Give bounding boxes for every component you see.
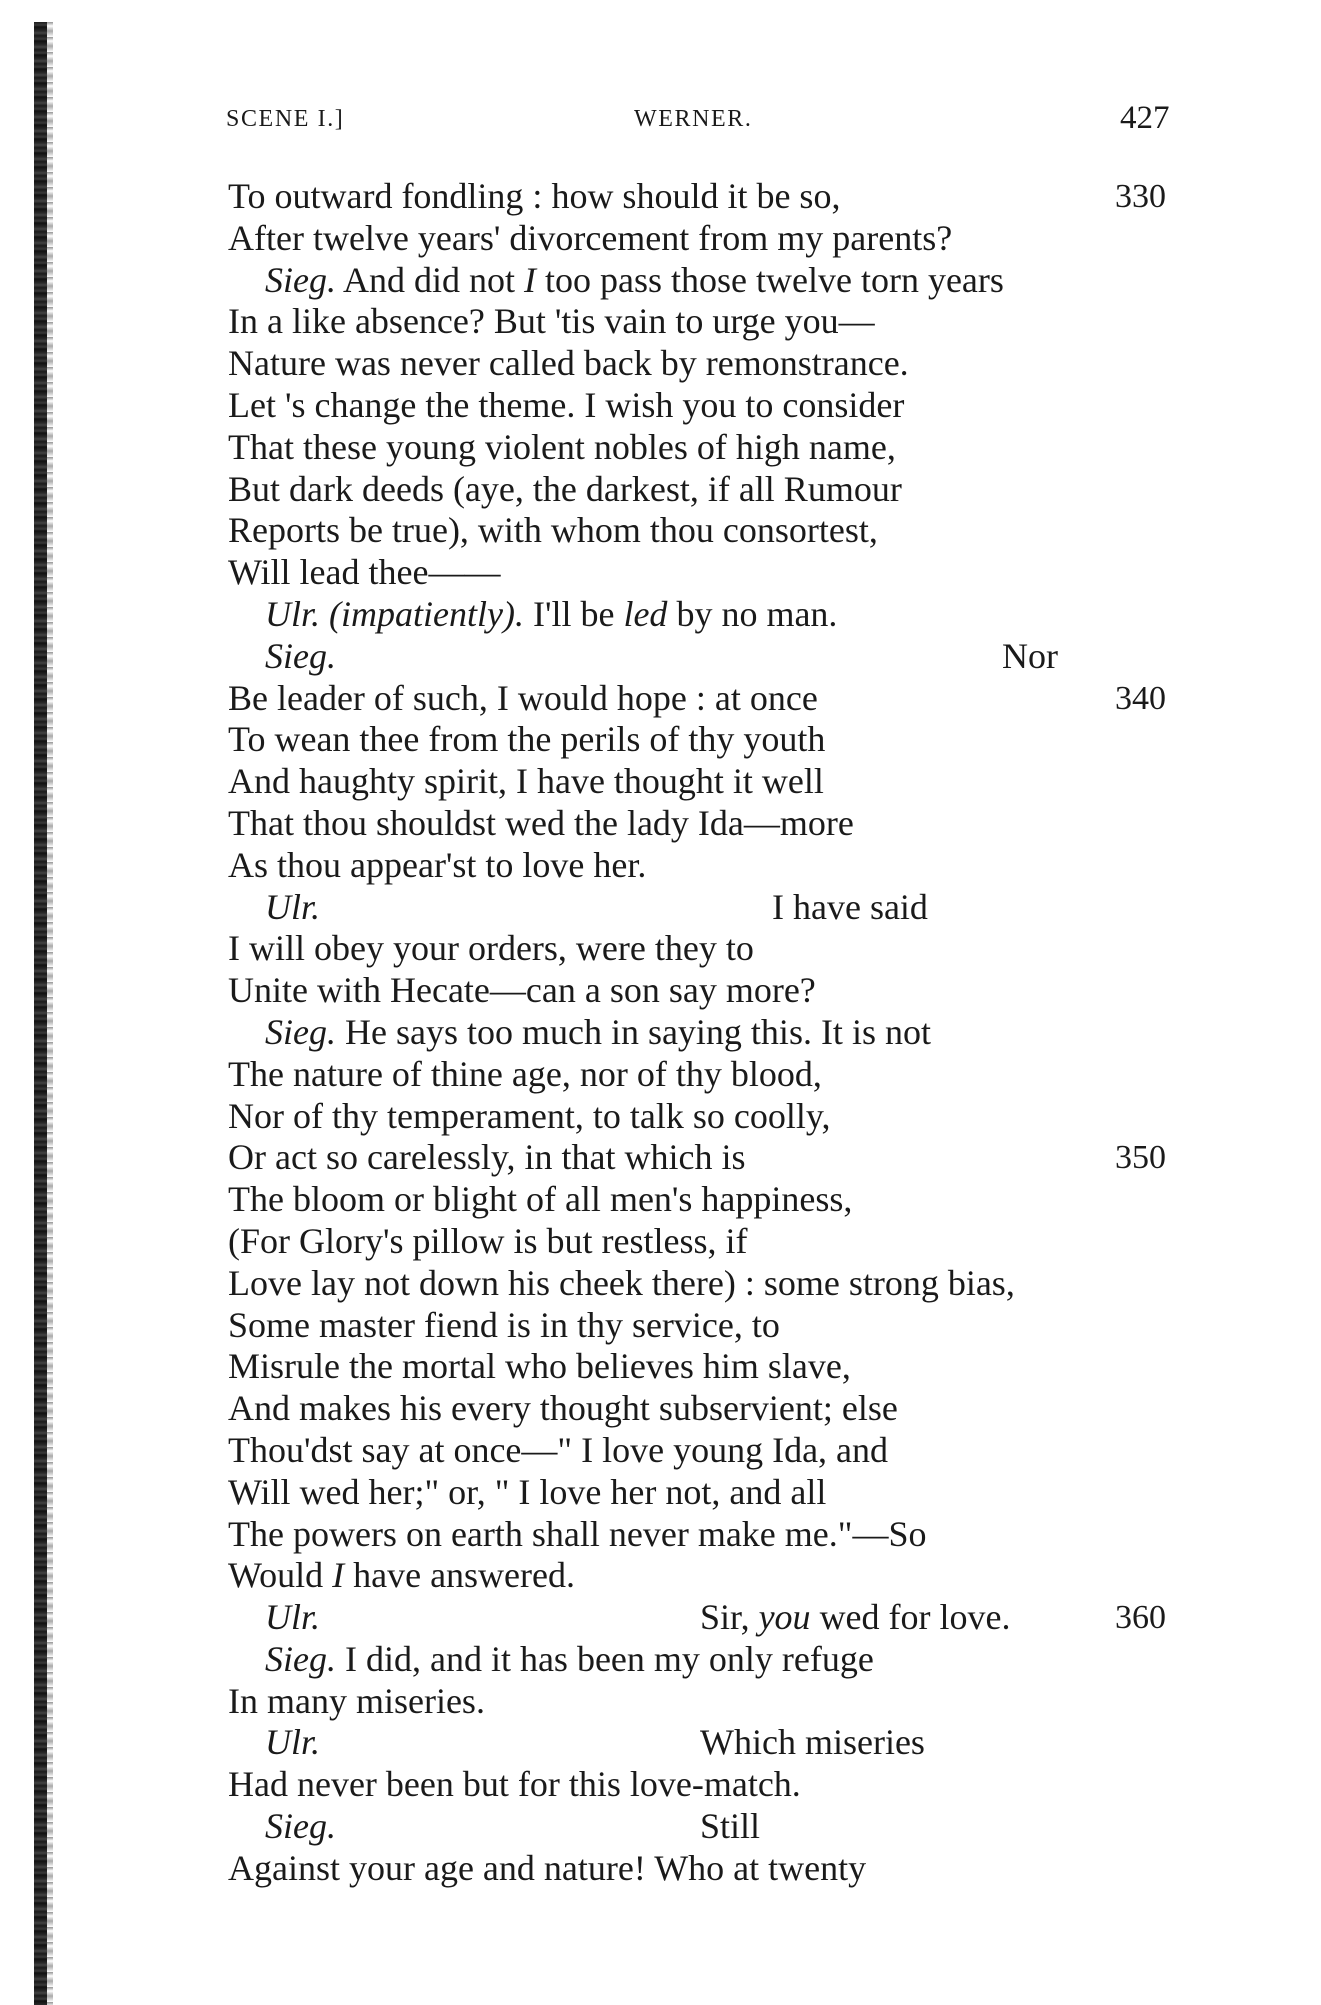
- line-text: Still: [700, 1806, 761, 1847]
- line-text: Misrule the mortal who believes him slave,: [228, 1346, 851, 1387]
- verse-line: [0, 1722, 1321, 1764]
- verse-line: [0, 928, 1321, 970]
- split-line-text: [700, 1722, 925, 1764]
- verse-line-text: [265, 1806, 336, 1848]
- line-text: The nature of thine age, nor of thy blood,: [228, 1053, 822, 1094]
- verse-line: [0, 1681, 1321, 1723]
- line-text: I will obey your orders, were they to: [228, 928, 754, 969]
- speaker-name: Sieg.: [265, 635, 336, 676]
- line-text: That these young violent nobles of high name,: [228, 426, 896, 467]
- verse-line-text: [228, 1764, 801, 1806]
- verse-line-text: [228, 803, 854, 845]
- verse-line: [0, 343, 1321, 385]
- verse-line: [0, 636, 1321, 678]
- line-text: And makes his every thought subservient; else: [228, 1388, 898, 1429]
- line-text: Thou'dst say at once—" I love young Ida, and: [228, 1429, 889, 1470]
- verse-line-text: [228, 1430, 888, 1472]
- line-text: I'll be: [532, 593, 624, 634]
- verse-line-text: [228, 719, 825, 761]
- verse-line: [0, 1555, 1321, 1597]
- verse-line: [0, 1639, 1321, 1681]
- line-text: (For Glory's pillow is but restless, if: [228, 1220, 748, 1261]
- verse-line: [0, 719, 1321, 761]
- verse-line-text: [265, 260, 1004, 302]
- verse-line: [0, 1430, 1321, 1472]
- verse-line: [0, 1472, 1321, 1514]
- verse-line-text: [265, 1597, 320, 1639]
- line-text-continued: too pass those twelve torn years: [536, 259, 1004, 300]
- verse-line: [0, 1054, 1321, 1096]
- line-text: Had never been but for this love-match.: [228, 1764, 801, 1805]
- verse-line-text: [228, 970, 816, 1012]
- line-text: Will lead thee——: [228, 552, 501, 593]
- speaker-name: Sieg.: [265, 259, 336, 300]
- verse-line: [0, 1764, 1321, 1806]
- line-text: In a like absence? But 'tis vain to urge you—: [228, 301, 875, 342]
- split-line-text: [1002, 636, 1058, 678]
- verse-line-text: [228, 1221, 747, 1263]
- verse-line: [0, 469, 1321, 511]
- line-number: 360: [1115, 1599, 1166, 1637]
- verse-line-text: [265, 594, 837, 636]
- verse-line: [0, 1388, 1321, 1430]
- line-text: Would: [228, 1555, 333, 1596]
- line-text: To wean thee from the perils of thy youth: [228, 719, 826, 760]
- verse-line: [0, 761, 1321, 803]
- verse-line-text: [265, 636, 336, 678]
- verse-line: [0, 552, 1321, 594]
- verse-line-text: [265, 1722, 320, 1764]
- verse-line: [0, 1806, 1321, 1848]
- verse-line-text: [228, 1137, 746, 1179]
- verse-line-text: [228, 343, 909, 385]
- line-number: 350: [1115, 1139, 1166, 1177]
- verse-line-text: [265, 887, 320, 929]
- line-text: The bloom or blight of all men's happiness,: [228, 1179, 853, 1220]
- verse-line-text: [228, 1848, 866, 1890]
- verse-line: [0, 1012, 1321, 1054]
- speaker-name: Sieg.: [265, 1806, 336, 1847]
- verse-line-text: [228, 552, 500, 594]
- line-text: And haughty spirit, I have thought it well: [228, 761, 824, 802]
- verse-line: [0, 385, 1321, 427]
- verse-line-text: [228, 1681, 485, 1723]
- verse-line: [0, 1221, 1321, 1263]
- verse-line: [0, 1346, 1321, 1388]
- emphasis: I: [332, 1555, 345, 1596]
- verse-line: [0, 887, 1321, 929]
- page-number: 427: [1120, 100, 1170, 136]
- line-number: 340: [1115, 679, 1166, 717]
- verse-line-text: [228, 1263, 1015, 1305]
- verse-line: [0, 260, 1321, 302]
- speaker-name: Ulr.: [265, 1597, 321, 1638]
- emphasis: I: [524, 259, 537, 300]
- verse-line-text: [228, 1305, 780, 1347]
- verse-line: [0, 176, 1321, 218]
- verse-line-text: [228, 1179, 852, 1221]
- speaker-name: Sieg.: [265, 1011, 336, 1052]
- line-text: Nor of thy temperament, to talk so coolly,: [228, 1095, 831, 1136]
- emphasis: you: [758, 1597, 811, 1638]
- line-text-continued: wed for love.: [810, 1597, 1011, 1638]
- line-text: Let 's change the theme. I wish you to consider: [228, 384, 905, 425]
- verse-line-text: [228, 427, 896, 469]
- line-text: But dark deeds (aye, the darkest, if all Rumour: [228, 468, 902, 509]
- verse-line: [0, 427, 1321, 469]
- line-text: I did, and it has been my only refuge: [344, 1638, 874, 1679]
- stage-direction: (impatiently).: [329, 593, 524, 634]
- running-header: [0, 100, 1321, 140]
- split-line-text: [700, 1806, 760, 1848]
- verse-line: [0, 1263, 1321, 1305]
- line-text: He says too much in saying this. It is not: [344, 1011, 931, 1052]
- verse-line: [0, 594, 1321, 636]
- verse-line: [0, 301, 1321, 343]
- verse-line: [0, 1514, 1321, 1556]
- line-text-continued: by no man.: [667, 593, 838, 634]
- verse-line: [0, 1179, 1321, 1221]
- verse-text: [0, 176, 1321, 1890]
- line-text: Unite with Hecate—can a son say more?: [228, 970, 816, 1011]
- verse-line: [0, 510, 1321, 552]
- verse-line-text: [228, 1555, 575, 1597]
- verse-line-text: [228, 301, 875, 343]
- verse-line: [0, 678, 1321, 720]
- line-text: That thou shouldst wed the lady Ida—more: [228, 802, 854, 843]
- speaker-name: Sieg.: [265, 1638, 336, 1679]
- verse-line-text: [228, 510, 878, 552]
- speaker-name: Ulr.: [265, 593, 321, 634]
- verse-line-text: [228, 845, 646, 887]
- verse-line: [0, 218, 1321, 260]
- verse-line-text: [228, 761, 824, 803]
- line-text: And did not: [343, 259, 525, 300]
- running-title: WERNER.: [634, 106, 753, 132]
- verse-line: [0, 803, 1321, 845]
- line-text: To outward fondling : how should it be so,: [228, 176, 841, 216]
- verse-line-text: [228, 1096, 831, 1138]
- verse-line: [0, 1137, 1321, 1179]
- line-text: Nor: [1002, 635, 1058, 676]
- line-text: Nature was never called back by remonstrance.: [228, 343, 909, 384]
- scene-heading: SCENE I.]: [226, 106, 345, 132]
- verse-line-text: [228, 1514, 926, 1556]
- verse-line: [0, 1848, 1321, 1890]
- speaker-name: Ulr.: [265, 886, 321, 927]
- verse-line: [0, 1096, 1321, 1138]
- line-text: As thou appear'st to love her.: [228, 844, 647, 885]
- line-text: Which miseries: [700, 1722, 925, 1763]
- verse-line-text: [228, 469, 902, 511]
- verse-line: [0, 845, 1321, 887]
- split-line-text: [700, 1597, 1011, 1639]
- verse-line-text: [265, 1012, 931, 1054]
- verse-line-text: [228, 1054, 822, 1096]
- verse-line: [0, 1305, 1321, 1347]
- verse-line-text: [228, 928, 754, 970]
- line-text: Reports be true), with whom thou consortest,: [228, 510, 878, 551]
- line-text-continued: have answered.: [344, 1555, 575, 1596]
- line-text: Some master fiend is in thy service, to: [228, 1304, 780, 1345]
- line-text: Be leader of such, I would hope : at once: [228, 677, 818, 718]
- split-line-text: [772, 887, 928, 929]
- line-text: Or act so carelessly, in that which is: [228, 1137, 746, 1178]
- verse-line: [0, 970, 1321, 1012]
- line-text: Sir,: [700, 1597, 759, 1638]
- line-text: After twelve years' divorcement from my parents?: [228, 217, 953, 258]
- line-number: 330: [1115, 178, 1166, 215]
- line-text: In many miseries.: [228, 1680, 485, 1721]
- line-text: I have said: [772, 886, 928, 927]
- verse-line-text: [228, 385, 904, 427]
- speaker-name: Ulr.: [265, 1722, 321, 1763]
- line-text: The powers on earth shall never make me."—So: [228, 1513, 927, 1554]
- line-text: Will wed her;" or, " I love her not, and all: [228, 1471, 827, 1512]
- verse-line-text: [228, 1472, 826, 1514]
- verse-line-text: [228, 1388, 898, 1430]
- verse-line: [0, 1597, 1321, 1639]
- line-text: Love lay not down his cheek there) : some strong bias,: [228, 1262, 1015, 1303]
- verse-line-text: [265, 1639, 874, 1681]
- verse-line-text: [228, 678, 818, 720]
- emphasis: led: [623, 593, 668, 634]
- line-text: Against your age and nature! Who at twenty: [228, 1847, 867, 1888]
- verse-line-text: [228, 1346, 851, 1388]
- verse-line-text: [228, 218, 952, 260]
- verse-line-text: [228, 176, 840, 218]
